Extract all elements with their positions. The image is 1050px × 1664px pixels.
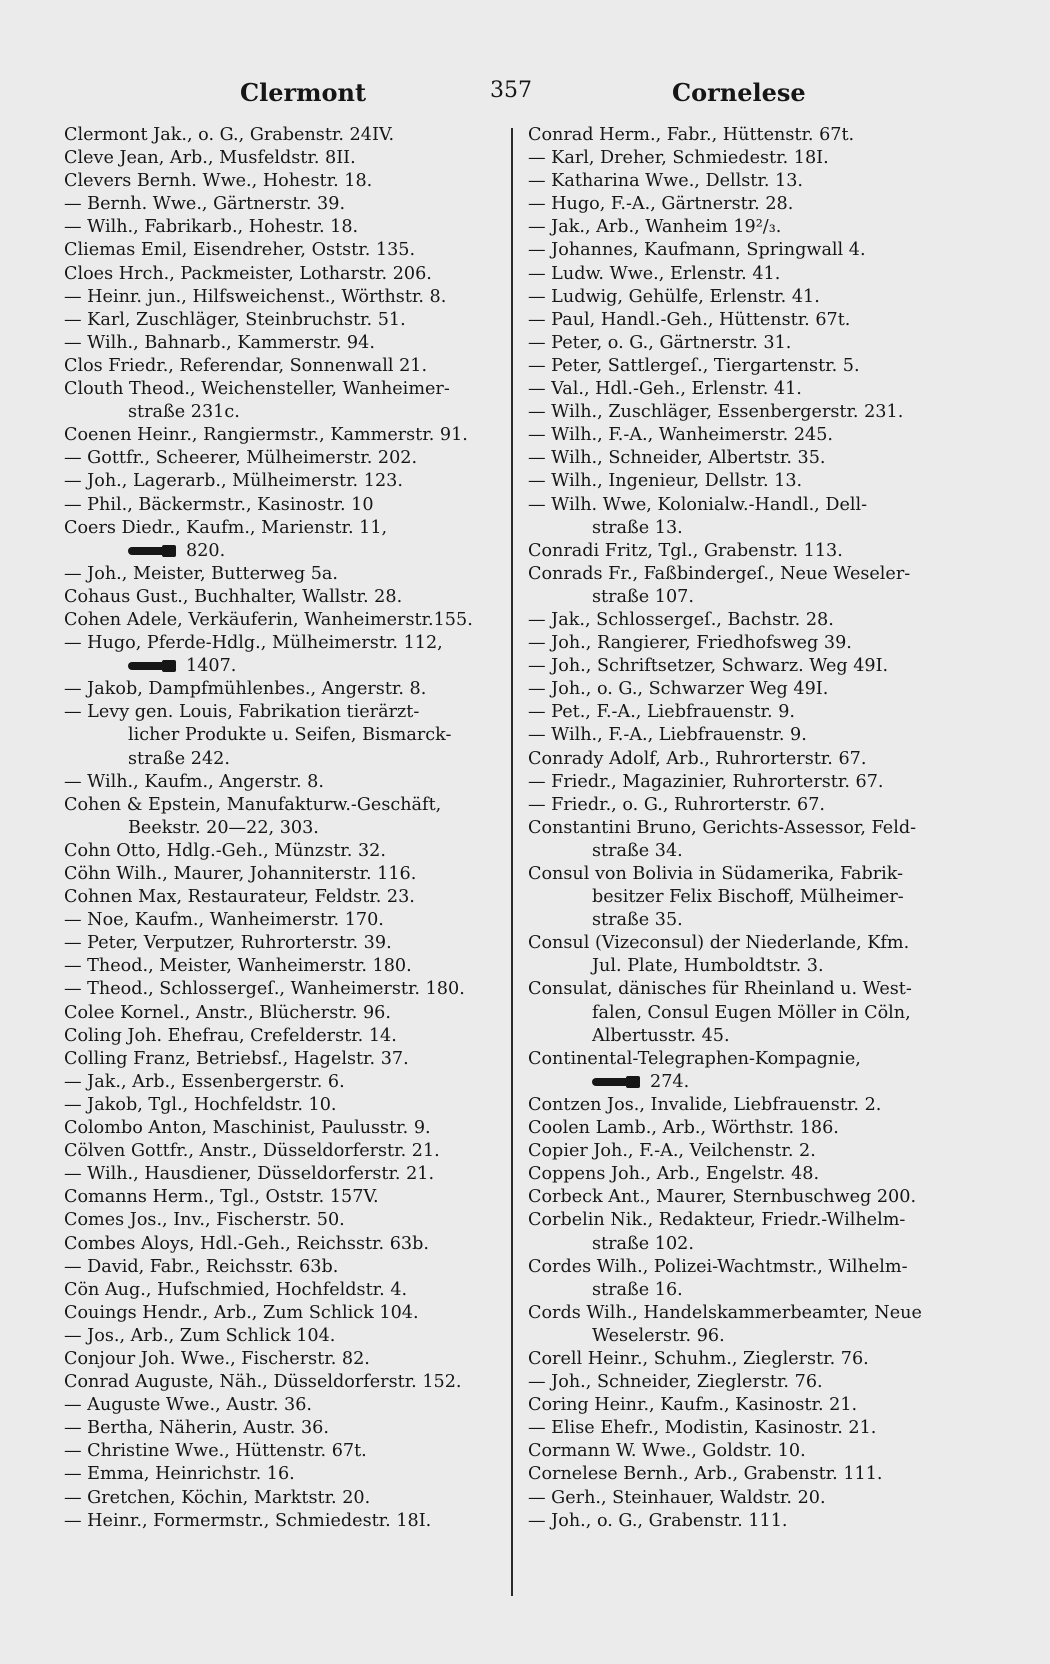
entry-text: Jul. Plate, Humboldtstr. 3.: [592, 956, 824, 977]
directory-line: [528, 701, 978, 724]
entry-text: — Joh., Meister, Butterweg 5a.: [64, 563, 338, 584]
directory-line: [64, 1025, 496, 1048]
directory-line: [64, 609, 496, 632]
entry-text: Comes Jos., Inv., Fischerstr. 50.: [64, 1210, 345, 1231]
entry-text: licher Produkte u. Seifen, Bismarck-: [128, 725, 452, 746]
entry-text: Cöhn Wilh., Maurer, Johanniterstr. 116.: [64, 864, 417, 884]
directory-line: [528, 1510, 978, 1533]
directory-line: [64, 424, 496, 447]
directory-line: [64, 1209, 496, 1232]
entry-text: — Katharina Wwe., Dellstr. 13.: [528, 171, 804, 192]
directory-line: [64, 216, 496, 239]
entry-text: Albertusstr. 45.: [592, 1025, 730, 1046]
directory-line: [64, 1417, 496, 1440]
entry-text: Copier Joh., F.-A., Veilchenstr. 2.: [528, 1141, 816, 1162]
directory-line: [528, 1487, 978, 1510]
directory-line: [528, 239, 978, 262]
directory-line: [528, 216, 978, 239]
entry-text: — Jak., Arb., Essenbergerstr. 6.: [64, 1071, 345, 1092]
entry-text: — Joh., o. G., Schwarzer Weg 49I.: [528, 679, 829, 700]
entry-text: — Jak., Arb., Wanheim 19²/₃.: [528, 217, 782, 238]
directory-line: [64, 1510, 496, 1533]
entry-text: — Jakob, Tgl., Hochfeldstr. 10.: [64, 1094, 337, 1115]
entry-text: Comanns Herm., Tgl., Oststr. 157V.: [64, 1187, 379, 1208]
directory-line: [64, 771, 496, 794]
directory-line: [64, 1440, 496, 1463]
directory-line: [64, 1163, 496, 1186]
directory-line: [528, 517, 978, 540]
directory-line: [528, 1302, 978, 1325]
directory-line: [528, 193, 978, 216]
entry-text: Cohnen Max, Restaurateur, Feldstr. 23.: [64, 887, 415, 908]
directory-line: [528, 563, 978, 586]
entry-text: — Gottfr., Scheerer, Mülheimerstr. 202.: [64, 448, 418, 469]
directory-line: [64, 286, 496, 309]
entry-text: Constantini Bruno, Gerichts-Assessor, Feld-: [528, 817, 917, 838]
entry-text: Conjour Joh. Wwe., Fischerstr. 82.: [64, 1348, 370, 1369]
directory-line: [528, 1048, 978, 1071]
entry-text: Cords Wilh., Handelskammerbeamter, Neue: [528, 1302, 922, 1323]
entry-text: Consul (Vizeconsul) der Niederlande, Kfm.: [528, 933, 910, 954]
directory-line: [528, 263, 978, 286]
directory-line: [64, 586, 496, 609]
entry-text: Colombo Anton, Maschinist, Paulusstr. 9.: [64, 1118, 431, 1139]
directory-line: [528, 1002, 978, 1025]
directory-line: [64, 1002, 496, 1025]
directory-line: [64, 147, 496, 170]
entry-text: Cön Aug., Hufschmied, Hochfeldstr. 4.: [64, 1279, 408, 1300]
directory-line: [64, 355, 496, 378]
directory-line: [528, 794, 978, 817]
entry-text: Cleve Jean, Arb., Musfeldstr. 8II.: [64, 148, 356, 169]
directory-line: [528, 978, 978, 1001]
entry-text: — Wilh., F.-A., Wanheimerstr. 245.: [528, 425, 833, 446]
entry-text: Conrady Adolf, Arb., Ruhrorterstr. 67.: [528, 748, 867, 769]
directory-line: [528, 1071, 978, 1094]
entry-text: — Wilh., Zuschläger, Essenbergerstr. 231.: [528, 402, 904, 423]
entry-text: Conrad Auguste, Näh., Düsseldorferstr. 152.: [64, 1372, 462, 1393]
entry-text: Cliemas Emil, Eisendreher, Oststr. 135.: [64, 240, 416, 261]
directory-line: [64, 932, 496, 955]
directory-line: [528, 1463, 978, 1486]
entry-text: straße 34.: [592, 840, 683, 861]
entry-text: — Phil., Bäckermstr., Kasinostr. 10: [64, 494, 374, 515]
entry-text: — Heinr., Formermstr., Schmiedestr. 18I.: [64, 1510, 432, 1531]
entry-text: Coolen Lamb., Arb., Wörthstr. 186.: [528, 1118, 839, 1139]
entry-text: Corell Heinr., Schuhm., Zieglerstr. 76.: [528, 1348, 869, 1369]
directory-line: [528, 355, 978, 378]
entry-text: Continental-Telegraphen-Kompagnie,: [528, 1048, 861, 1069]
directory-line: [528, 655, 978, 678]
entry-text: Combes Aloys, Hdl.-Geh., Reichsstr. 63b.: [64, 1233, 429, 1254]
directory-line: [528, 1209, 978, 1232]
entry-text: — Wilh., Hausdiener, Düsseldorferstr. 21.: [64, 1164, 435, 1185]
entry-text: Coenen Heinr., Rangiermstr., Kammerstr. 91.: [64, 425, 468, 446]
directory-line: [64, 886, 496, 909]
entry-text: falen, Consul Eugen Möller in Cöln,: [592, 1002, 911, 1023]
entry-text: — Ludwig, Gehülfe, Erlenstr. 41.: [528, 286, 820, 307]
entry-text: Cohn Otto, Hdlg.-Geh., Münzstr. 32.: [64, 840, 386, 861]
directory-line: [64, 1071, 496, 1094]
directory-line: [64, 1463, 496, 1486]
entry-text: Cordes Wilh., Polizei-Wachtmstr., Wilhelm-: [528, 1256, 908, 1277]
directory-line: [64, 632, 496, 655]
directory-line: [64, 124, 496, 147]
directory-line: [528, 886, 978, 909]
directory-line: [64, 494, 496, 517]
directory-line: [528, 494, 978, 517]
directory-line: [528, 1117, 978, 1140]
directory-line: [528, 609, 978, 632]
directory-line: [64, 1140, 496, 1163]
entry-text: straße 231c.: [128, 402, 240, 423]
entry-text: — Jakob, Dampfmühlenbes., Angerstr. 8.: [64, 679, 427, 700]
entry-text: — Val., Hdl.-Geh., Erlenstr. 41.: [528, 379, 802, 400]
directory-line: [64, 817, 496, 840]
directory-line: [64, 1371, 496, 1394]
directory-line: [528, 1394, 978, 1417]
entry-text: — Wilh., Bahnarb., Kammerstr. 94.: [64, 332, 375, 353]
directory-line: [64, 701, 496, 724]
entry-text: Cohen Adele, Verkäuferin, Wanheimerstr.155.: [64, 609, 473, 630]
directory-line: [64, 863, 496, 886]
entry-text: Conradi Fritz, Tgl., Grabenstr. 113.: [528, 540, 843, 561]
directory-line: [528, 1163, 978, 1186]
entry-text: — Peter, Sattlergeſ., Tiergartenstr. 5.: [528, 355, 860, 376]
entry-text: — Friedr., Magazinier, Ruhrorterstr. 67.: [528, 771, 884, 792]
directory-line: [528, 1417, 978, 1440]
directory-line: [64, 309, 496, 332]
directory-line: [64, 1048, 496, 1071]
entry-text: — Johannes, Kaufmann, Springwall 4.: [528, 240, 866, 261]
right-running-title: Cornelese: [672, 78, 806, 107]
directory-line: [528, 401, 978, 424]
directory-line: [64, 447, 496, 470]
entry-text: — Friedr., o. G., Ruhrorterstr. 67.: [528, 794, 825, 815]
entry-text: Weselerstr. 96.: [592, 1325, 725, 1346]
entry-text: — Joh., Schneider, Zieglerstr. 76.: [528, 1372, 823, 1393]
entry-text: Couings Hendr., Arb., Zum Schlick 104.: [64, 1302, 419, 1323]
directory-line: [528, 863, 978, 886]
directory-line: [528, 678, 978, 701]
entry-text: — Wilh., F.-A., Liebfrauenstr. 9.: [528, 725, 807, 746]
directory-line: [528, 1256, 978, 1279]
entry-text: Conrads Fr., Faßbindergeſ., Neue Weseler-: [528, 563, 911, 584]
directory-line: [64, 1302, 496, 1325]
directory-line: [528, 1348, 978, 1371]
directory-line: [528, 540, 978, 563]
entry-text: Coling Joh. Ehefrau, Crefelderstr. 14.: [64, 1025, 397, 1046]
entry-text: — Joh., o. G., Grabenstr. 111.: [528, 1510, 788, 1531]
entry-text: Coers Diedr., Kaufm., Marienstr. 11,: [64, 517, 388, 538]
page-header: [0, 72, 1050, 118]
directory-line: [64, 193, 496, 216]
entry-text: Conrad Herm., Fabr., Hüttenstr. 67t.: [528, 125, 855, 145]
entry-text: Cornelese Bernh., Arb., Grabenstr. 111.: [528, 1464, 883, 1485]
entry-text: — Wilh. Wwe, Kolonialw.-Handl., Dell-: [528, 494, 868, 515]
directory-line: [64, 540, 496, 563]
entry-text: — Noe, Kaufm., Wanheimerstr. 170.: [64, 910, 384, 931]
entry-text: — David, Fabr., Reichsstr. 63b.: [64, 1256, 339, 1277]
entry-text: Contzen Jos., Invalide, Liebfrauenstr. 2.: [528, 1094, 882, 1115]
directory-line: [64, 470, 496, 493]
directory-line: [64, 978, 496, 1001]
directory-line: [528, 447, 978, 470]
entry-text: — Theod., Schlossergeſ., Wanheimerstr. 180.: [64, 979, 465, 1000]
directory-line: [528, 309, 978, 332]
directory-line: [528, 1233, 978, 1256]
entry-text: — Hugo, Pferde-Hdlg., Mülheimerstr. 112,: [64, 633, 443, 654]
directory-line: [64, 1487, 496, 1510]
entry-text: Coppens Joh., Arb., Engelstr. 48.: [528, 1164, 820, 1185]
column-divider: [511, 128, 513, 1596]
entry-text: straße 102.: [592, 1233, 694, 1254]
entry-text: straße 16.: [592, 1279, 683, 1300]
directory-line: [64, 1394, 496, 1417]
entry-text: — Emma, Heinrichstr. 16.: [64, 1464, 295, 1485]
entry-text: — Bernh. Wwe., Gärtnerstr. 39.: [64, 194, 346, 215]
directory-line: [528, 1094, 978, 1117]
directory-line: [528, 1140, 978, 1163]
directory-line: [528, 771, 978, 794]
entry-text: — Jos., Arb., Zum Schlick 104.: [64, 1325, 336, 1346]
entry-text: — Gerh., Steinhauer, Waldstr. 20.: [528, 1487, 826, 1508]
directory-line: [64, 378, 496, 401]
directory-line: [64, 1325, 496, 1348]
entry-text: Colee Kornel., Anstr., Blücherstr. 96.: [64, 1002, 391, 1023]
entry-text: Clevers Bernh. Wwe., Hohestr. 18.: [64, 171, 373, 192]
directory-line: [528, 170, 978, 193]
entry-text: Cohen & Epstein, Manufakturw.-Geschäft,: [64, 794, 442, 815]
right-column: [528, 124, 978, 1533]
entry-text: besitzer Felix Bischoff, Mülheimer-: [592, 887, 904, 908]
directory-line: [64, 1117, 496, 1140]
entry-text: — Jak., Schlossergeſ., Bachstr. 28.: [528, 609, 834, 630]
entry-text: straße 13.: [592, 517, 683, 538]
directory-line: [64, 840, 496, 863]
page-number: 357: [490, 78, 532, 103]
directory-line: [528, 147, 978, 170]
directory-line: [64, 263, 496, 286]
entry-text: Cormann W. Wwe., Goldstr. 10.: [528, 1441, 806, 1462]
entry-text: — Karl, Zuschläger, Steinbruchstr. 51.: [64, 309, 406, 330]
entry-text: Corbelin Nik., Redakteur, Friedr.-Wilhelm-: [528, 1210, 906, 1231]
directory-line: [64, 1348, 496, 1371]
directory-line: [64, 1233, 496, 1256]
entry-text: straße 35.: [592, 910, 683, 931]
entry-text: — Gretchen, Köchin, Marktstr. 20.: [64, 1487, 371, 1508]
entry-text: — Paul, Handl.-Geh., Hüttenstr. 67t.: [528, 309, 851, 330]
entry-text: — Ludw. Wwe., Erlenstr. 41.: [528, 263, 781, 284]
directory-line: [528, 909, 978, 932]
entry-text: — Christine Wwe., Hüttenstr. 67t.: [64, 1441, 367, 1462]
directory-line: [64, 909, 496, 932]
directory-line: [528, 932, 978, 955]
entry-text: — Pet., F.-A., Liebfrauenstr. 9.: [528, 702, 795, 723]
entry-text: — Theod., Meister, Wanheimerstr. 180.: [64, 956, 412, 977]
entry-text: — Wilh., Ingenieur, Dellstr. 13.: [528, 471, 803, 492]
entry-text: straße 242.: [128, 748, 230, 769]
telephone-icon: [592, 1076, 642, 1088]
directory-line: [64, 401, 496, 424]
directory-line: [64, 955, 496, 978]
entry-text: — Wilh., Kaufm., Angerstr. 8.: [64, 771, 324, 792]
entry-text: 1407.: [186, 656, 237, 677]
entry-text: Clos Friedr., Referendar, Sonnenwall 21.: [64, 355, 428, 376]
directory-line: [64, 655, 496, 678]
entry-text: Cohaus Gust., Buchhalter, Wallstr. 28.: [64, 586, 403, 607]
entry-text: — Peter, o. G., Gärtnerstr. 31.: [528, 332, 792, 353]
entry-text: — Wilh., Fabrikarb., Hohestr. 18.: [64, 217, 359, 238]
directory-line: [528, 378, 978, 401]
entry-text: — Levy gen. Louis, Fabrikation tierärzt-: [64, 702, 420, 723]
directory-line: [528, 124, 978, 147]
directory-line: [528, 286, 978, 309]
entry-text: — Auguste Wwe., Austr. 36.: [64, 1395, 313, 1416]
entry-text: Consulat, dänisches für Rheinland u. West-: [528, 979, 912, 1000]
directory-line: [64, 794, 496, 817]
entry-text: Coring Heinr., Kaufm., Kasinostr. 21.: [528, 1395, 858, 1416]
directory-line: [64, 724, 496, 747]
entry-text: Corbeck Ant., Maurer, Sternbuschweg 200.: [528, 1187, 917, 1208]
entry-text: — Joh., Lagerarb., Mülheimerstr. 123.: [64, 471, 403, 492]
entry-text: — Joh., Rangierer, Friedhofsweg 39.: [528, 633, 852, 654]
directory-line: [64, 678, 496, 701]
directory-line: [528, 586, 978, 609]
directory-line: [64, 170, 496, 193]
telephone-icon: [128, 545, 178, 557]
directory-line: [64, 332, 496, 355]
entry-text: Cölven Gottfr., Anstr., Düsseldorferstr. 21.: [64, 1141, 440, 1162]
directory-line: [528, 1186, 978, 1209]
directory-line: [64, 563, 496, 586]
entry-text: Beekstr. 20—22, 303.: [128, 817, 319, 838]
directory-line: [528, 1440, 978, 1463]
entry-text: — Peter, Verputzer, Ruhrorterstr. 39.: [64, 933, 392, 954]
directory-line: [528, 1279, 978, 1302]
entry-text: 274.: [650, 1071, 690, 1092]
entry-text: — Joh., Schriftsetzer, Schwarz. Weg 49I.: [528, 656, 889, 677]
directory-line: [528, 424, 978, 447]
directory-line: [528, 470, 978, 493]
directory-line: [528, 332, 978, 355]
entry-text: Clermont Jak., o. G., Grabenstr. 24IV.: [64, 125, 395, 145]
entry-text: Clouth Theod., Weichensteller, Wanheimer-: [64, 379, 450, 400]
directory-line: [528, 955, 978, 978]
directory-line: [64, 1279, 496, 1302]
entry-text: — Karl, Dreher, Schmiedestr. 18I.: [528, 148, 829, 169]
directory-line: [528, 632, 978, 655]
left-running-title: Clermont: [240, 78, 367, 107]
directory-line: [64, 517, 496, 540]
directory-line: [528, 724, 978, 747]
directory-line: [528, 1025, 978, 1048]
entry-text: Cloes Hrch., Packmeister, Lotharstr. 206.: [64, 263, 432, 284]
entry-text: — Heinr. jun., Hilfsweichenst., Wörthstr. 8.: [64, 286, 447, 307]
entry-text: Consul von Bolivia in Südamerika, Fabrik-: [528, 864, 904, 884]
left-column: [64, 124, 496, 1533]
directory-line: [64, 239, 496, 262]
directory-line: [64, 748, 496, 771]
entry-text: — Bertha, Näherin, Austr. 36.: [64, 1418, 329, 1439]
telephone-icon: [128, 660, 178, 672]
directory-line: [528, 817, 978, 840]
directory-line: [528, 1371, 978, 1394]
directory-line: [528, 1325, 978, 1348]
entry-text: — Elise Ehefr., Modistin, Kasinostr. 21.: [528, 1418, 877, 1439]
directory-line: [64, 1094, 496, 1117]
entry-text: — Wilh., Schneider, Albertstr. 35.: [528, 448, 826, 469]
entry-text: straße 107.: [592, 586, 694, 607]
entry-text: — Hugo, F.-A., Gärtnerstr. 28.: [528, 194, 794, 215]
entry-text: 820.: [186, 540, 226, 561]
entry-text: Colling Franz, Betriebsf., Hagelstr. 37.: [64, 1048, 409, 1069]
directory-line: [528, 840, 978, 863]
directory-line: [528, 748, 978, 771]
directory-line: [64, 1186, 496, 1209]
directory-line: [64, 1256, 496, 1279]
